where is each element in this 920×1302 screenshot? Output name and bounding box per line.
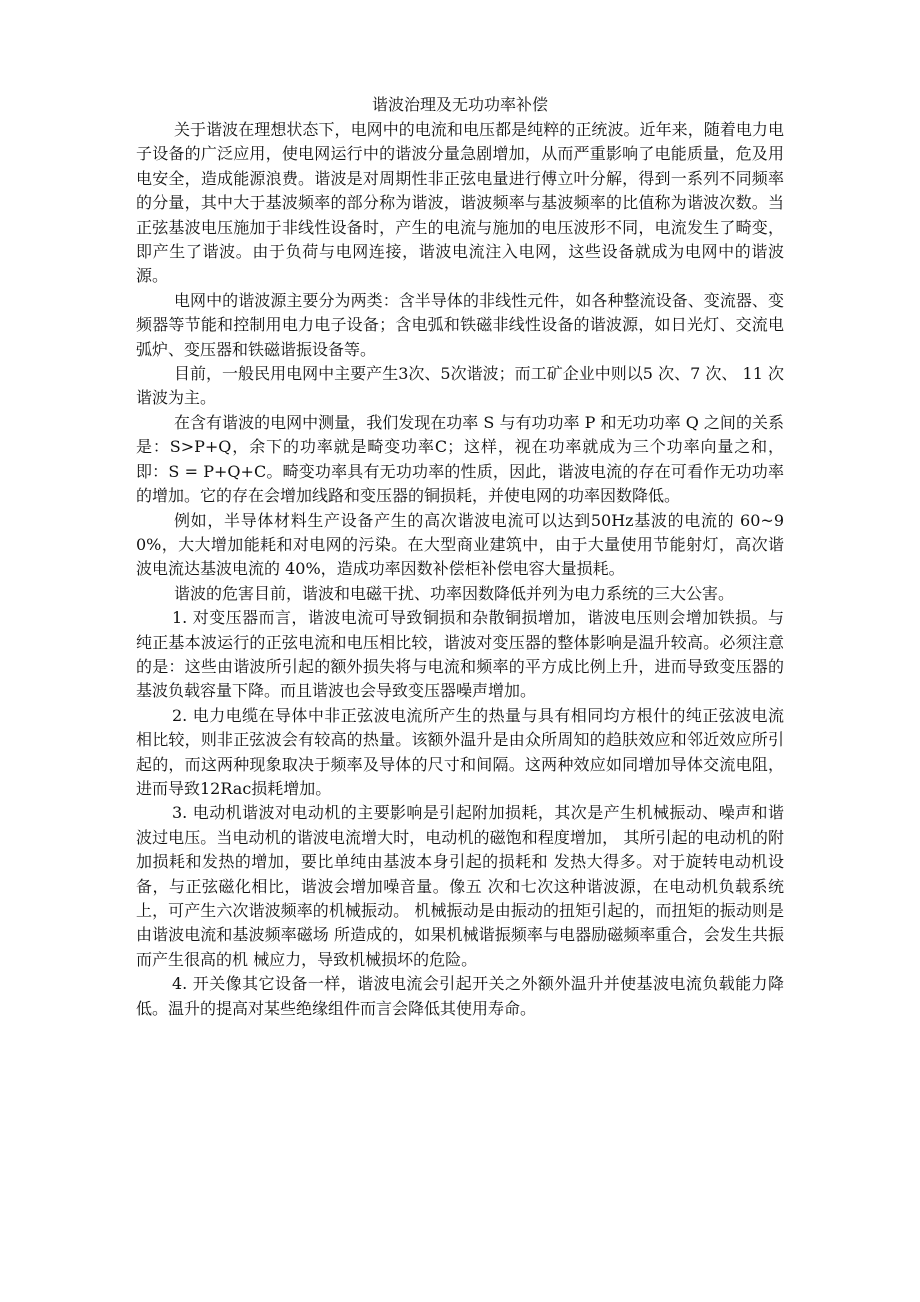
list-item-cable: 2. 电力电缆在导体中非正弦波电流所产生的热量与具有相同均方根什的纯正弦波电流相比较，则非正弦波会有较高的热量。该额外温升是由众所周知的趋肤效应和邻近效应所引起的，而这两种现象取决于频率及导体的尺寸和间隔。这两种效应如同增加导体交流电阻，进而导致12Rac损耗增加。 [136,705,784,798]
paragraph-example: 例如，半导体材料生产设备产生的高次谐波电流可以达到50Hz基波的电流的 60~90%，大大增加能耗和对电网的污染。在大型商业建筑中，由于大量使用节能射灯，高次谐波电流达基波电流的 40%，造成功率因数补偿柜补偿电容大量损耗。 [136,510,784,579]
list-item-transformer: 1. 对变压器而言，谐波电流可导致铜损和杂散铜损增加，谐波电压则会增加铁损。与纯正基本波运行的正弦电流和电压相比较，谐波对变压器的整体影响是温升较高。必须注意的是：这些由谐波所引起的额外损失将与电流和频率的平方成比例上升，进而导致变压器的基波负载容量下降。而且谐波也会导致变压器噪声增加。 [136,608,784,701]
paragraph-hazards: 谐波的危害目前，谐波和电磁干扰、功率因数降低并列为电力系统的三大公害。 [174,583,735,603]
document-title: 谐波治理及无功功率补偿 [371,95,548,114]
paragraph-harmonic-orders: 目前，一般民用电网中主要产生3次、5次谐波；而工矿企业中则以5 次、7 次、 11 次谐波为主。 [136,364,784,408]
list-item-motor: 3. 电动机谐波对电动机的主要影响是引起附加损耗，其次是产生机械振动、噪声和谐波过电压。当电动机的谐波电流增大时，电动机的磁饱和程度增加， 其所引起的电动机的附加损耗和发热的增加，要比单纯由基波本身引起的损耗和 发热大得多。对于旋转电动机设备，与正弦磁化相比，谐波会增加噪音量。像五 次和七次这种谐波源，在电动机负载系统上，可产生六次谐波频率的机械振动。 机械振动是由振动的扭矩引起的，而扭矩的振动则是由谐波电流和基波频率磁场 所造成的，如果机械谐振频率与电器励磁频率重合，会发生共振而产生很高的机 械应力，导致机械损坏的危险。 [136,803,784,969]
paragraph-intro: 关于谐波在理想状态下，电网中的电流和电压都是纯粹的正统波。近年来，随着电力电子设备的广泛应用，使电网运行中的谐波分量急剧增加，从而严重影响了电能质量，危及用电安全，造成能源浪费。谐波是对周期性非正弦电量进行傅立叶分解，得到一系列不同频率的分量，其中大于基波频率的部分称为谐波，谐波频率与基波频率的比值称为谐波次数。当正弦基波电压施加于非线性设备时，产生的电流与施加的电压波形不同，电流发生了畸变，即产生了谐波。由于负荷与电网连接，谐波电流注入电网，这些设备就成为电网中的谐波源。 [136,120,784,286]
paragraph-power-relation: 在含有谐波的电网中测量，我们发现在功率 S 与有功功率 P 和无功功率 Q 之间的关系是：S>P+Q，余下的功率就是畸变功率C；这样，视在功率就成为三个功率向量之和，即：S = P+Q+C。畸变功率具有无功功率的性质，因此，谐波电流的存在可看作无功功率的增加。它的存在会增加线路和变压器的铜损耗，并使电网的功率因数降低。 [136,412,784,506]
document-page [136,93,784,1021]
list-item-switch: 4. 开关像其它设备一样，谐波电流会引起开关之外额外温升并使基波电流负载能力降低。温升的提高对某些绝缘组件而言会降低其使用寿命。 [136,974,784,1018]
paragraph-harmonic-sources: 电网中的谐波源主要分为两类：含半导体的非线性元件，如各种整流设备、变流器、变频器等节能和控制用电力电子设备；含电弧和铁磁非线性设备的谐波源，如日光灯、交流电弧炉、变压器和铁磁谐振设备等。 [136,290,784,359]
